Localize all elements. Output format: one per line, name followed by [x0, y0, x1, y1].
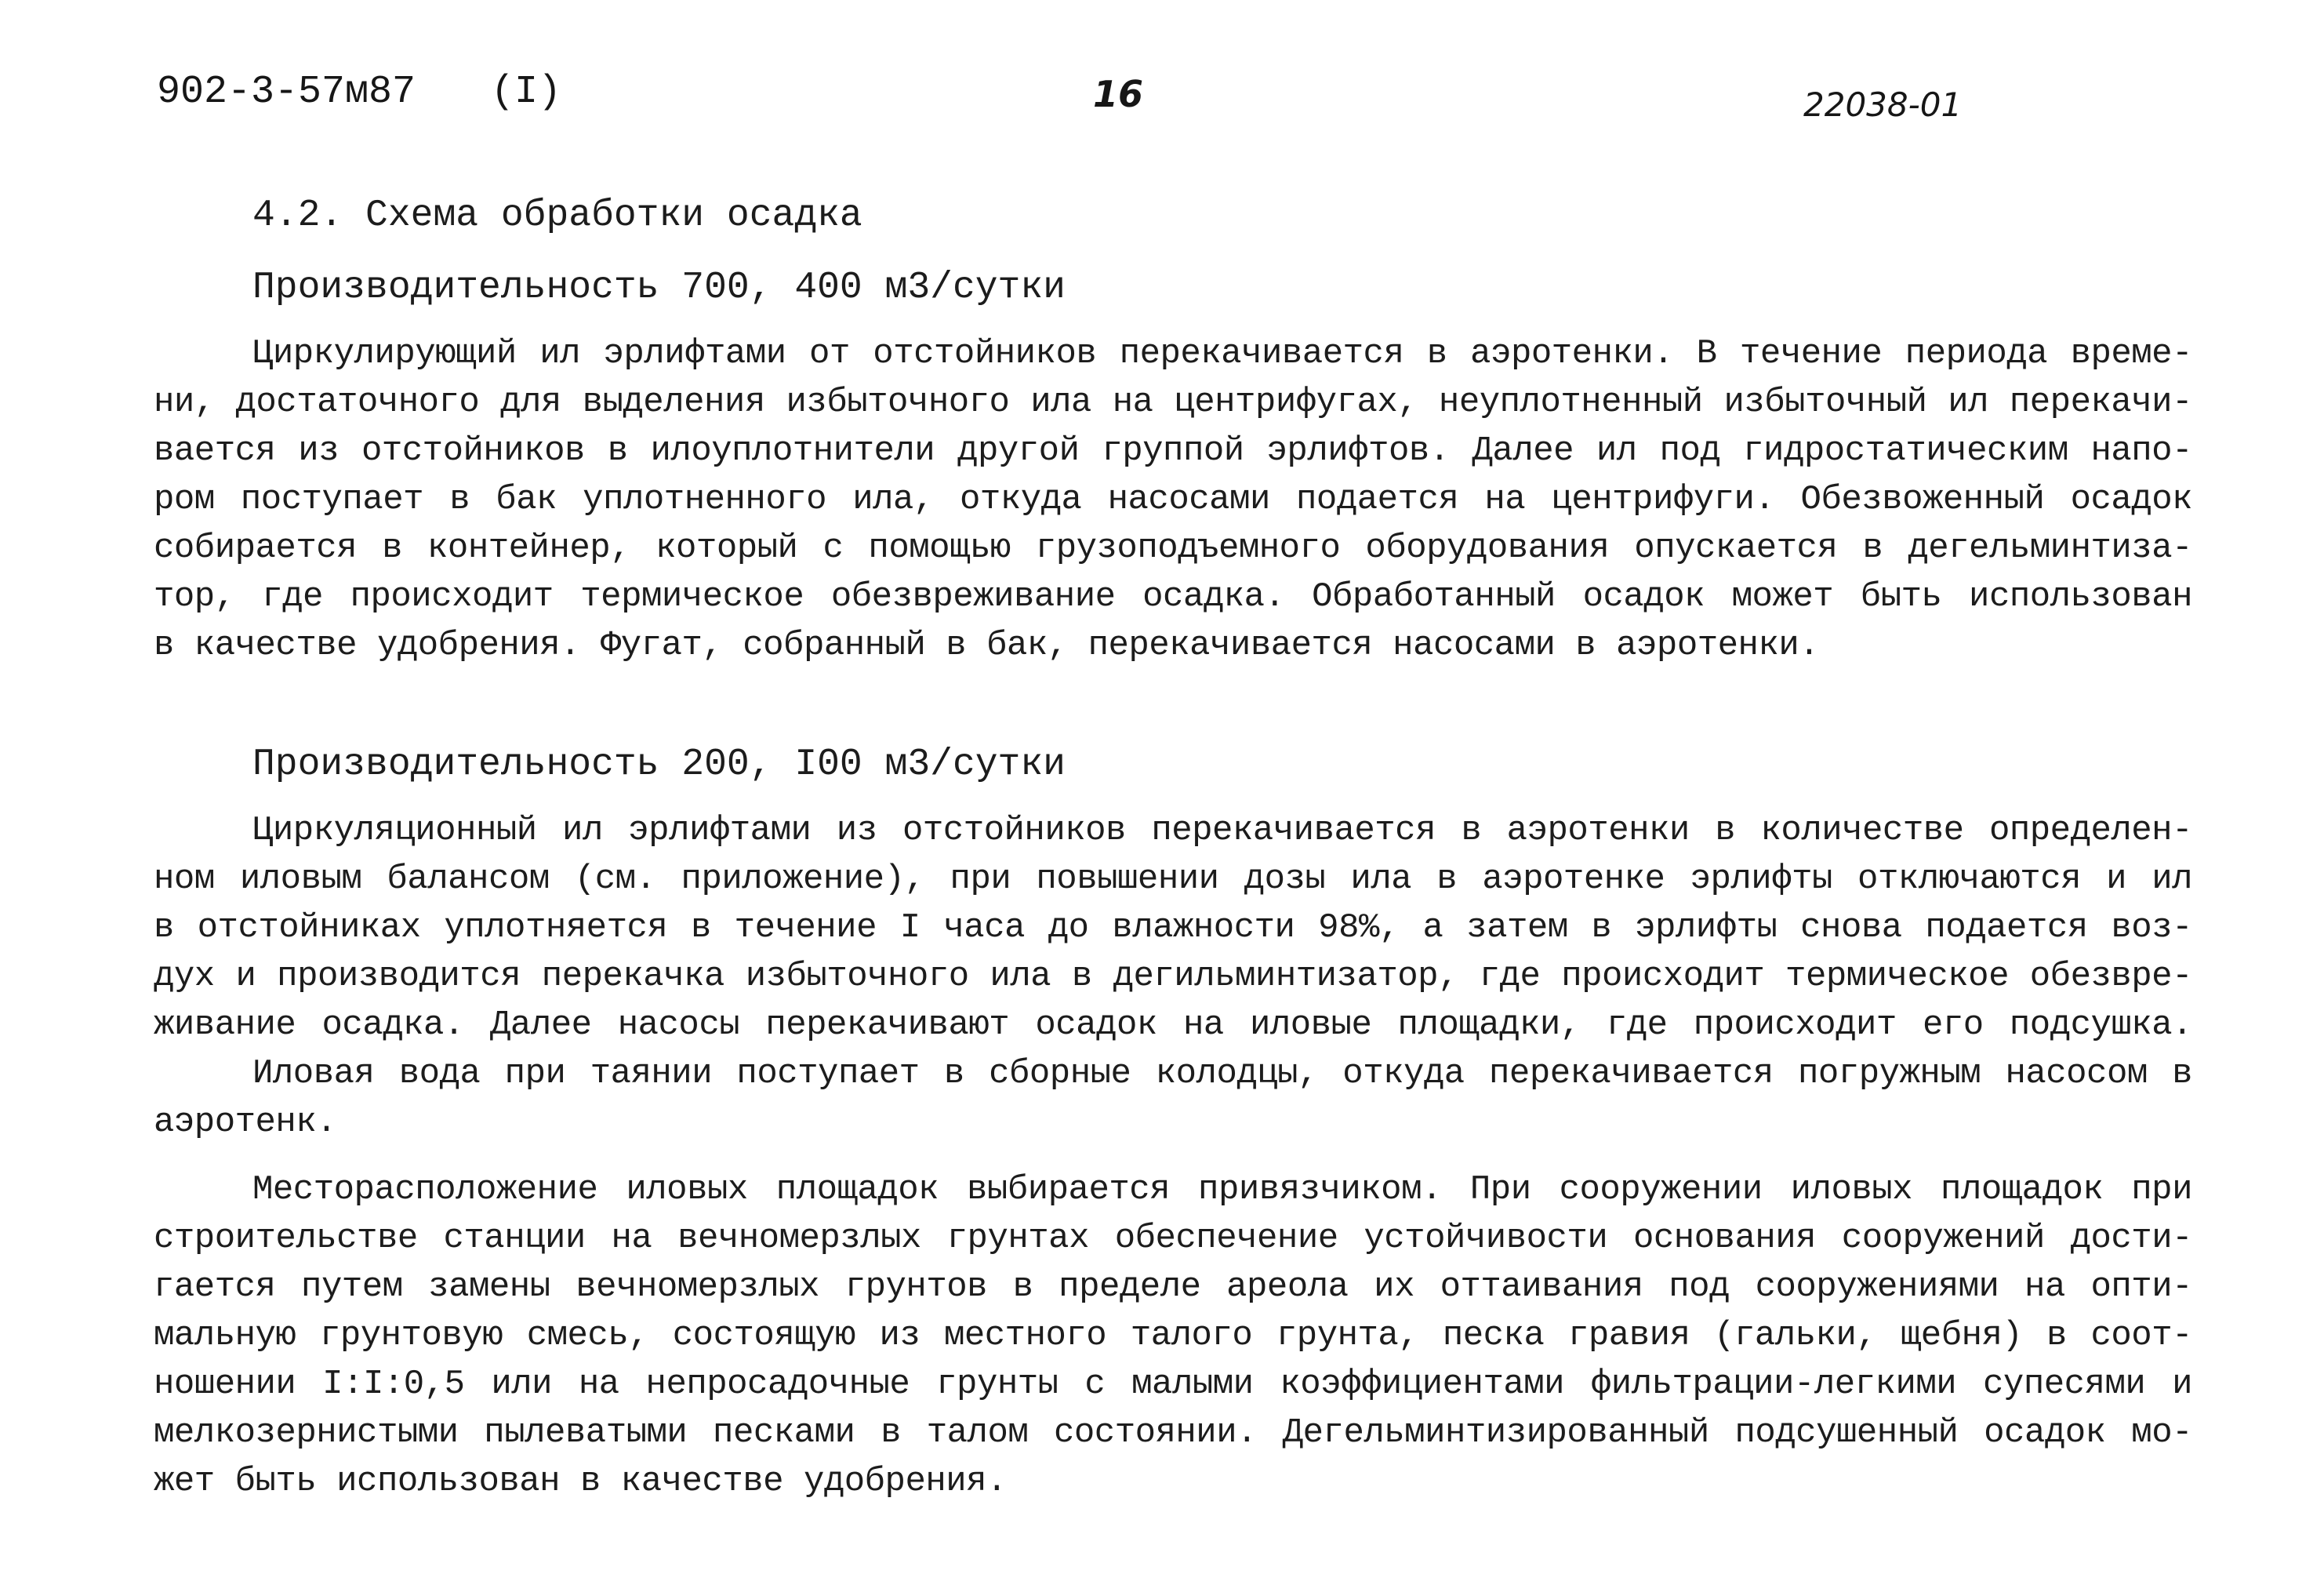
paragraph-line: в отстойниках уплотняется в течение I часа до влажности 98%, а затем в эрлифты снова подается воз-: [154, 908, 2192, 947]
paragraph-line: дух и производится перекачка избыточного ила в дегильминтизатор, где происходит термическое обезвре-: [154, 957, 2192, 996]
paragraph-line: в качестве удобрения. Фугат, собранный в бак, перекачивается насосами в аэротенки.: [154, 626, 1820, 665]
paragraph-200-100: [154, 806, 2192, 1049]
paragraph-line: жет быть использован в качестве удобрения.: [154, 1462, 1007, 1501]
paragraph-sludge-water: [154, 1049, 2192, 1147]
paragraph-line: ном иловым балансом (см. приложение), при повышении дозы ила в аэротенке эрлифты отключаются и ил: [154, 860, 2192, 899]
page-number: 16: [1093, 73, 1144, 115]
paragraph-line: мелкозернистыми пылеватыми песками в талом состоянии. Дегельминтизированный подсушенный осадок мо-: [154, 1413, 2192, 1452]
paragraph-line: Иловая вода при таянии поступает в сборные колодцы, откуда перекачивается погружным насосом в: [252, 1054, 2192, 1093]
paragraph-line: Месторасположение иловых площадок выбирается привязчиком. При сооружении иловых площадок при: [252, 1170, 2192, 1209]
paragraph-line: живание осадка. Далее насосы перекачивают осадок на иловые площадки, где происходит его подсушка.: [154, 1005, 2192, 1045]
paragraph-line: аэротенк.: [154, 1103, 337, 1142]
inventory-number: 22038-01: [1803, 85, 1963, 124]
paragraph-line: Циркуляционный ил эрлифтами из отстойников перекачивается в аэротенки в количестве определен-: [252, 811, 2192, 850]
paragraph-line: ром поступает в бак уплотненного ила, откуда насосами подается на центрифуги. Обезвоженный осадок: [154, 480, 2192, 519]
paragraph-line: гается путем замены вечномерзлых грунтов в пределе ареола их оттаивания под сооружениями на опти-: [154, 1267, 2192, 1307]
paragraph-line: вается из отстойников в илоуплотнители другой группой эрлифтов. Далее ил под гидростатическим напо-: [154, 431, 2192, 471]
paragraph-line: Циркулирующий ил эрлифтами от отстойников перекачивается в аэротенки. В течение периода време-: [252, 334, 2192, 373]
capacity-heading-700-400: Производительность 700, 400 м3/сутки: [252, 267, 1066, 309]
paragraph-line: ни, достаточного для выделения избыточного ила на центрифугах, неуплотненный избыточный ил перекачи-: [154, 383, 2192, 422]
paragraph-line: мальную грунтовую смесь, состоящую из местного талого грунта, песка гравия (гальки, щебня) в соот-: [154, 1316, 2192, 1355]
document-part: (I): [491, 70, 562, 115]
section-title: 4.2. Схема обработки осадка: [252, 194, 862, 237]
document-code: 902-3-57м87: [157, 70, 416, 115]
paragraph-site-location: [154, 1165, 2192, 1506]
paragraph-line: строительстве станции на вечномерзлых грунтах обеспечение устойчивости основания сооружений дости-: [154, 1219, 2192, 1258]
paragraph-line: ношении I:I:0,5 или на непросадочные грунты с малыми коэффициентами фильтрации-легкими супесями и: [154, 1365, 2192, 1404]
paragraph-line: тор, где происходит термическое обезвреживание осадка. Обработанный осадок может быть использован: [154, 577, 2192, 616]
paragraph-700-400: [154, 329, 2192, 670]
paragraph-line: собирается в контейнер, который с помощью грузоподъемного оборудования опускается в дегельминтиза-: [154, 529, 2192, 568]
capacity-heading-200-100: Производительность 200, I00 м3/сутки: [252, 743, 1066, 786]
